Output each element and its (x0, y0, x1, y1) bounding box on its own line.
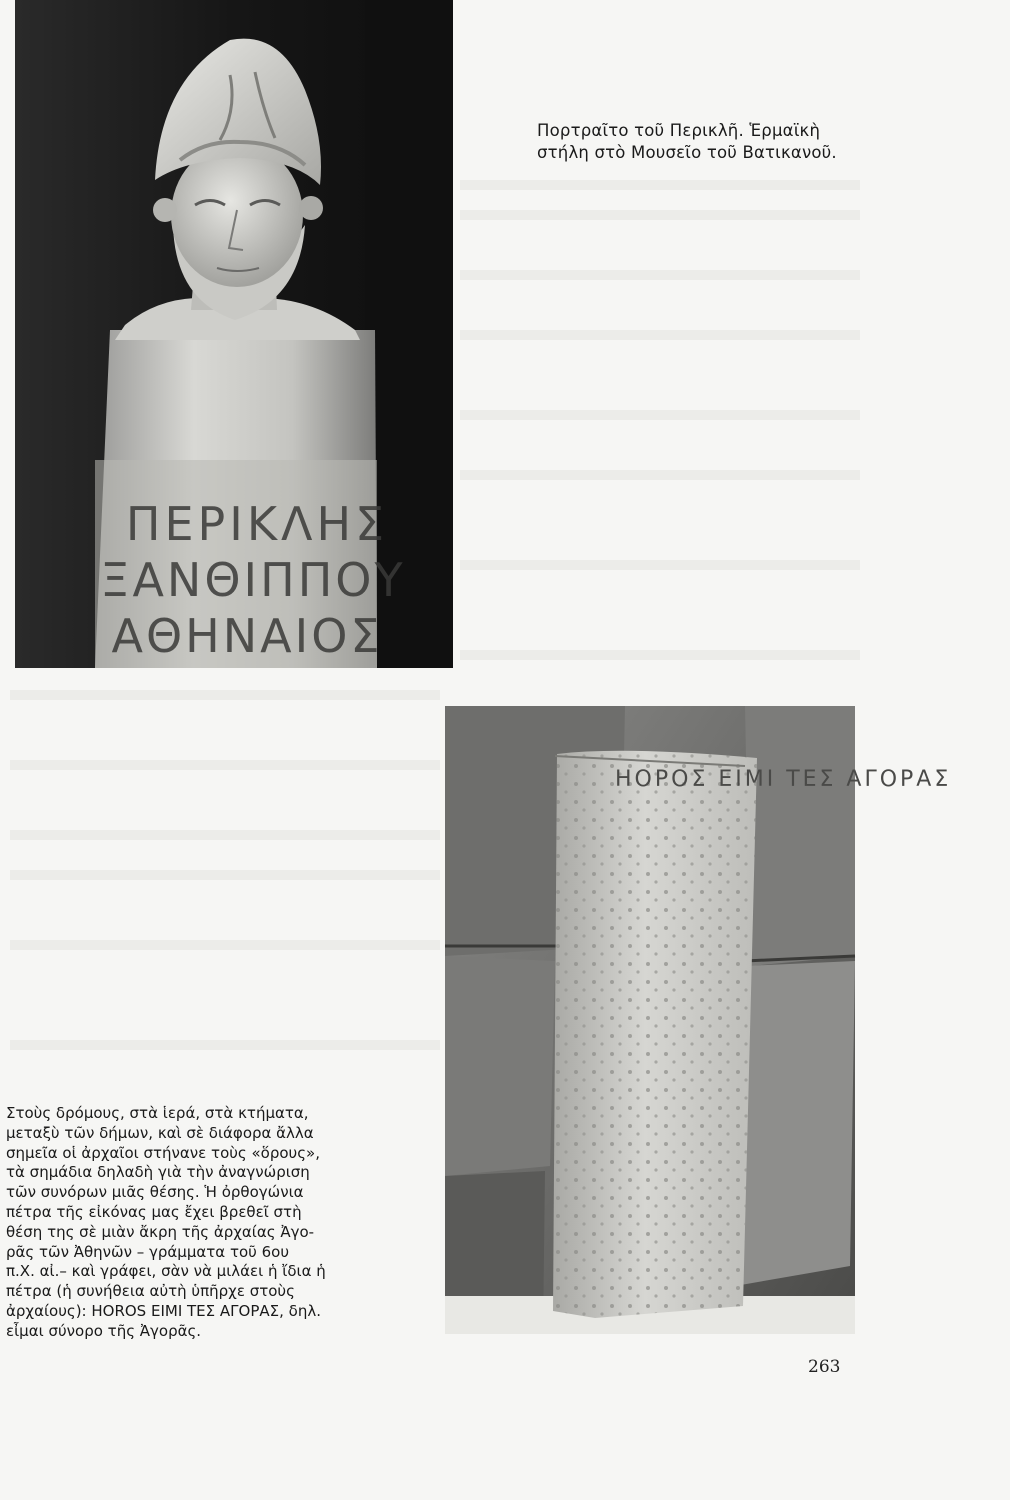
show-through (10, 830, 440, 840)
show-through (460, 650, 860, 660)
inscription-line: ΑΘΗΝΑΙΟΣ (111, 609, 383, 663)
show-through (10, 1040, 440, 1050)
inscription-line: ΞΑΝΘΙΠΠΟΥ (100, 553, 406, 607)
inscription-line: ΠΕΡΙΚΛΗΣ (125, 497, 389, 551)
caption-line: τῶν συνόρων μιᾶς θέσης. Ἡ ὀρθογώνια (6, 1183, 304, 1202)
pericles-bust-illustration (15, 0, 453, 668)
show-through (10, 690, 440, 700)
show-through (460, 270, 860, 280)
show-through (10, 760, 440, 770)
caption-line: μεταξὺ τῶν δήμων, καὶ σὲ διάφορα ἄλλα (6, 1123, 314, 1142)
page-number: 263 (808, 1357, 841, 1377)
show-through (10, 940, 440, 950)
caption-line: τὰ σημάδια δηλαδὴ γιὰ τὴν ἀναγνώριση (6, 1163, 310, 1182)
boundary-stone-photo (445, 706, 952, 1334)
stone-inscription: ΗΟΡΟΣ ΕΙΜΙ ΤΕΣ ΑΓΟΡΑΣ (615, 767, 952, 792)
caption-line: πέτρα (ἡ συνήθεια αὐτὴ ὑπῆρχε στοὺς (6, 1282, 295, 1301)
show-through (460, 560, 860, 570)
pericles-bust-photo (15, 0, 453, 668)
caption-line: Πορτραῖτο τοῦ Περικλῆ. Ἑρμαϊκὴ (537, 121, 821, 140)
boundary-stone-caption (6, 1104, 372, 1342)
caption-line: π.Χ. αἰ.– καὶ γράφει, σὰν νὰ μιλάει ἡ ἴδια ἡ (6, 1262, 326, 1281)
boundary-stone-illustration (445, 706, 952, 1334)
show-through (460, 330, 860, 340)
caption-line: ἀρχαίους): HOROS EIMI ΤΕΣ ΑΓΟΡΑΣ, δηλ. (6, 1301, 321, 1320)
bust-caption (537, 120, 877, 164)
caption-line: πέτρα τῆς εἰκόνας μας ἔχει βρεθεῖ στὴ (6, 1202, 302, 1221)
show-through (460, 180, 860, 190)
bust-inscription (100, 497, 405, 663)
caption-line: ρᾶς τῶν Ἀθηνῶν – γράμματα τοῦ 6ου (6, 1242, 290, 1261)
caption-line: θέση της σὲ μιὰν ἄκρη τῆς ἀρχαίας Ἀγο- (6, 1222, 315, 1241)
show-through (10, 870, 440, 880)
caption-line: εἶμαι σύνορο τῆς Ἀγορᾶς. (6, 1321, 202, 1340)
caption-line: στήλη στὸ Μουσεῖο τοῦ Βατικανοῦ. (537, 143, 837, 162)
show-through (460, 470, 860, 480)
caption-line: σημεῖα οἱ ἀρχαῖοι στήνανε τοὺς «ὅρους», (6, 1143, 320, 1162)
show-through (460, 210, 860, 220)
caption-line: Στοὺς δρόμους, στὰ ἱερά, στὰ κτήματα, (6, 1104, 309, 1122)
show-through (460, 410, 860, 420)
